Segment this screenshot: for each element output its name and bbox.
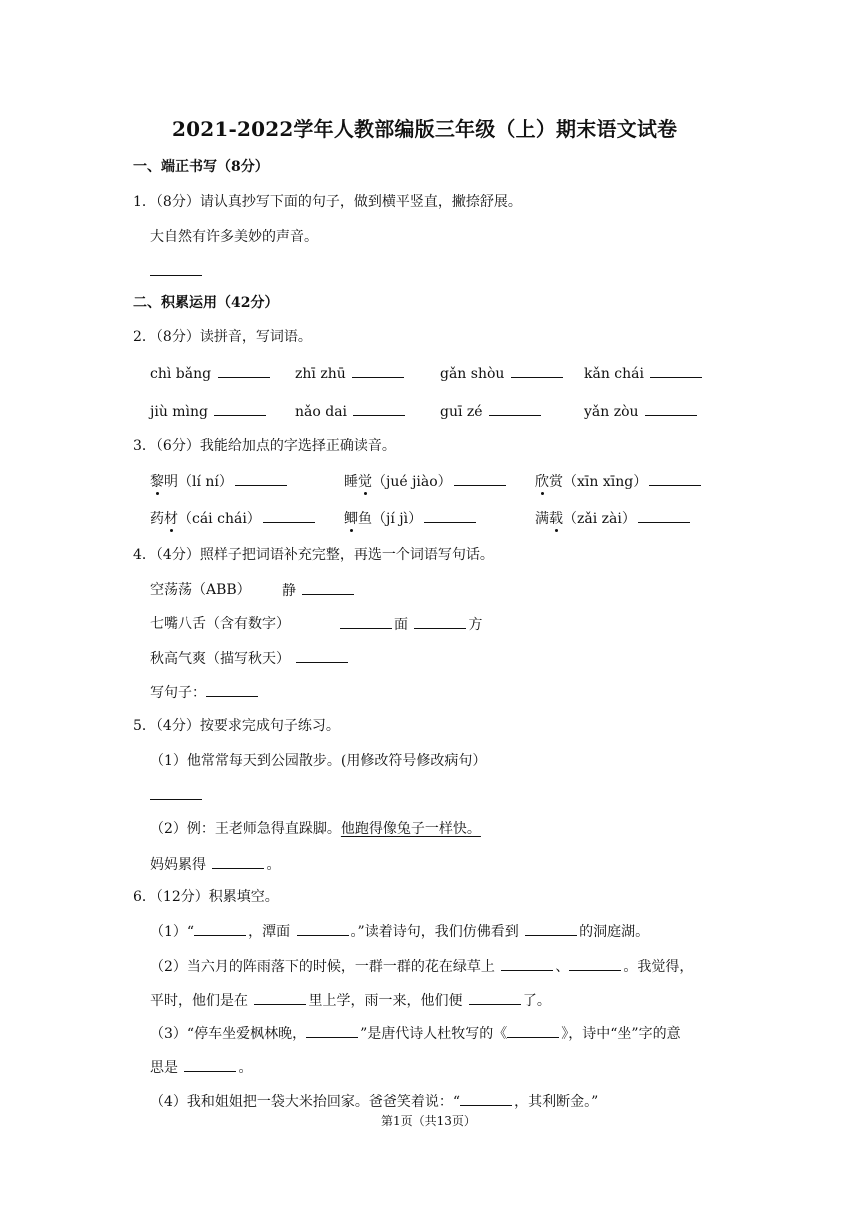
char-plain: 满 (535, 511, 549, 527)
q6-text: ，潭面 (248, 924, 291, 940)
question-1-answer[interactable] (150, 262, 204, 281)
q6-text: 》，诗中“坐”字的意 (561, 1026, 681, 1042)
pinyin-options: 赏（xīn xīng） (549, 474, 648, 490)
section-heading-2: 二、积累运用（42分） (133, 295, 279, 311)
char-plain: 药 (150, 511, 164, 527)
q6-line-6[interactable] (150, 1092, 598, 1111)
pinyin-item[interactable] (150, 364, 272, 383)
q6-text: 了。 (522, 993, 551, 1009)
pinyin-item[interactable] (150, 402, 268, 421)
q5-underlined-sentence: 他跑得像兔子一样快。 (340, 821, 481, 837)
reading-choice-item[interactable] (150, 472, 289, 491)
dotted-char: 材 (164, 511, 178, 527)
question-6-stem: 6．（12分）积累填空。 (133, 889, 279, 905)
pinyin-options: （zǎi zài） (563, 511, 636, 527)
emphasis-dot (350, 529, 353, 532)
char-plain: 睡 (344, 474, 358, 490)
pinyin-options: 鱼（jí jì） (358, 511, 423, 527)
pinyin-text: zhī zhū (295, 366, 346, 382)
reading-choice-item[interactable] (535, 472, 703, 491)
q6-line-1[interactable] (150, 922, 649, 941)
reading-choice-item[interactable] (344, 472, 508, 491)
page-title: 2021-2022学年人教部编版三年级（上）期末语文试卷 (172, 117, 678, 141)
q4-answer-2[interactable] (340, 615, 482, 634)
q6-text: ”是唐代诗人杜牧写的《 (360, 1026, 508, 1042)
emphasis-dot (555, 529, 558, 532)
pinyin-item[interactable] (440, 402, 543, 421)
q6-line-2[interactable] (150, 957, 693, 976)
q4-answer-1[interactable] (282, 581, 356, 600)
reading-choice-item[interactable] (535, 509, 692, 528)
q4-example-3[interactable] (150, 649, 350, 668)
q4-word: 面 (394, 617, 408, 633)
q6-text: （2）当六月的阵雨落下的时候，一群一群的花在绿草上 (150, 959, 495, 975)
q6-text: （3）“停车坐爱枫林晚， (150, 1026, 307, 1042)
q6-text: （4）我和姐姐把一袋大米抬回家。爸爸笑着说：“ (150, 1094, 461, 1110)
emphasis-dot (170, 529, 173, 532)
pinyin-text: yǎn zòu (584, 404, 639, 420)
pinyin-item[interactable] (584, 364, 704, 383)
q4-word: 方 (468, 617, 483, 633)
pinyin-text: kǎn chái (584, 366, 644, 382)
q5-answer-prefix: 妈妈累得 (150, 857, 206, 873)
pinyin-item[interactable] (295, 402, 407, 421)
q6-line-5[interactable] (150, 1058, 252, 1077)
q6-text: 、 (555, 959, 570, 975)
q6-text: 里上学，雨一来，他们便 (308, 993, 463, 1009)
q4-example-1: 空荡荡（ABB） (150, 582, 251, 598)
pinyin-options: （cái chái） (178, 511, 261, 527)
pinyin-text: guī zé (440, 404, 483, 420)
pinyin-item[interactable] (440, 364, 565, 383)
q6-text: ，其利断金。” (514, 1094, 599, 1110)
punct: 。 (266, 857, 281, 873)
question-2-stem: 2．（8分）读拼音，写词语。 (133, 329, 312, 345)
pinyin-options: 明（lí ní） (164, 474, 233, 490)
pinyin-text: gǎn shòu (440, 366, 505, 382)
dotted-char: 载 (549, 511, 563, 527)
emphasis-dot (364, 492, 367, 495)
q6-text: 的洞庭湖。 (579, 924, 650, 940)
dotted-char: 鲫 (344, 511, 358, 527)
q6-text: 。我觉得， (623, 959, 694, 975)
q5-part-1-answer[interactable] (150, 786, 204, 805)
reading-choice-item[interactable] (344, 509, 478, 528)
question-4-stem: 4．（4分）照样子把词语补充完整，再选一个词语写句话。 (133, 547, 494, 563)
q5-part-2 (150, 820, 481, 838)
emphasis-dot (541, 492, 544, 495)
emphasis-dot (156, 492, 159, 495)
q4-write-label: 写句子： (150, 685, 206, 701)
question-5-stem: 5．（4分）按要求完成句子练习。 (133, 718, 340, 734)
pinyin-item[interactable] (584, 402, 699, 421)
q4-word: 静 (282, 583, 296, 599)
question-1-sentence: 大自然有许多美妙的声音。 (150, 229, 318, 245)
q6-text: 。 (238, 1060, 253, 1076)
q4-example-2: 七嘴八舌（含有数字） (150, 616, 290, 632)
pinyin-text: jiù mìng (150, 404, 209, 420)
q5-part-1: （1）他常常每天到公园散步。(用修改符号修改病句） (150, 753, 487, 769)
q6-text: （1）“ (150, 924, 195, 940)
q6-line-3[interactable] (150, 991, 551, 1010)
pinyin-options: （jué jiào） (372, 474, 452, 490)
dotted-char: 欣 (535, 474, 549, 490)
reading-choice-item[interactable] (150, 509, 317, 528)
section-heading-1: 一、端正书写（8分） (133, 159, 269, 175)
q6-text: 思是 (150, 1060, 178, 1076)
question-3-stem: 3．（6分）我能给加点的字选择正确读音。 (133, 438, 396, 454)
dotted-char: 觉 (358, 474, 372, 490)
pinyin-item[interactable] (295, 364, 406, 383)
q4-example-text: 秋高气爽（描写秋天） (150, 651, 290, 667)
dotted-char: 黎 (150, 474, 164, 490)
pinyin-text: nǎo dai (295, 404, 348, 420)
q6-text: 。”读着诗句，我们仿佛看到 (350, 924, 519, 940)
question-1-stem: 1．（8分）请认真抄写下面的句子，做到横平竖直，撇捺舒展。 (133, 194, 522, 210)
pinyin-text: chì bǎng (150, 366, 212, 382)
q4-write-sentence[interactable] (150, 683, 260, 702)
q6-text: 平时，他们是在 (150, 993, 248, 1009)
page-footer: 第1页（共13页） (381, 1114, 476, 1128)
q6-line-4[interactable] (150, 1024, 681, 1043)
q5-example: （2）例：王老师急得直跺脚。 (150, 821, 341, 837)
q5-part-2-answer[interactable] (150, 855, 280, 874)
